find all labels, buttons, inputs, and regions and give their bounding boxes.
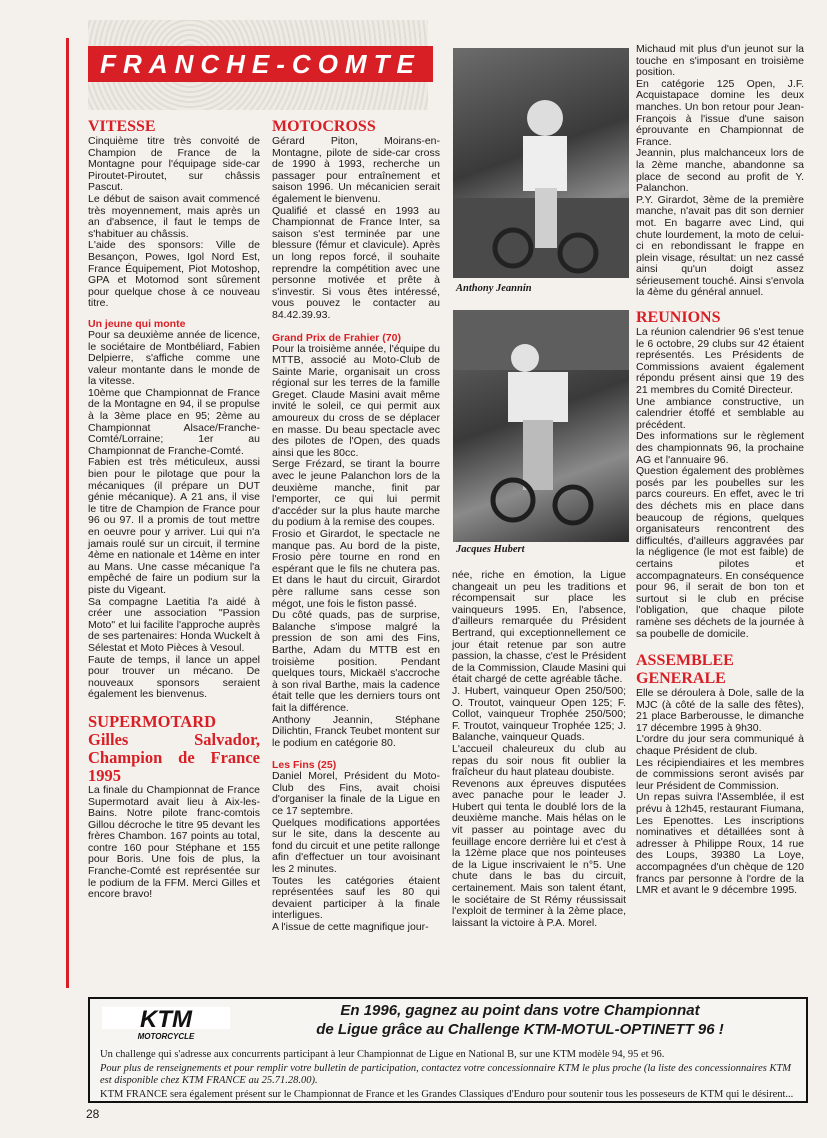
paragraph: P.Y. Girardot, 3ème de la première manche, n'avait pas dit son dernier mot. En bagarre avec Lind, qui chute lourdement, la moto de celui-ci en rebondissant le frappe en plein visage, résultat: un nez cassé ainsi qu'un doigt assez sérieusement touché. Ainsi s'envola la 4ème du général annuel. [636,193,804,299]
paragraph: Des informations sur le règlement des championnats 96, la prochaine AG et l'annuaire 96. [636,430,804,466]
photo-anthony-jeannin [453,48,629,278]
paragraph: Quelques modifications apportées sur le site, dans la descente au fond du circuit et une petite rallonge afin d'effectuer un tour avoisinant les 2 minutes. [272,816,440,876]
heading-reunions: REUNIONS [636,309,721,327]
paragraph: Faute de temps, il lance un appel pour trouver un mécano. De nouveaux sponsors seraient également les bienvenus. [88,653,260,701]
paragraph: Gérard Piton, Moirans-en-Montagne, pilote de side-car cross de 1990 à 1993, recherche un passager pour entraînement et saison 1996. Un mécanicien serait également le bienvenu. [272,135,440,205]
paragraph: 10ème que Championnat de France de la Montagne en 94, il se propulse à la 3ème place en 95; 2ème au Championnat Alsace/Franche-Comté/Lorraine; 1er au Championnat de Franche-Comté. [88,386,260,457]
paragraph: Pour la troisième année, l'équipe du MTTB, associé au Moto-Club de Sainte Marie, organisait un cross régional sur les terres de la famille Greget. Claude Masini avait même invité le soleil, ce qui permit aux amoureux du cross de se déplacer en masse. Du beau spectacle avec des pilotes de l'Open, des quads ainsi que les 80cc. [272,342,440,459]
ad-headline [240,1001,800,1039]
photo-jacques-hubert [453,310,629,542]
paragraph: L'aide des sponsors: Ville de Besançon, Powes, Igol Nord Est, France Équipement, Piot Motoshop, GPA et Motomod sont sûrement pour quelque chose à ce nouveau titre. [88,239,260,310]
ad-headline-line1: En 1996, gagnez au point dans votre Championnat [340,1002,700,1019]
ad-paragraph: Un challenge qui s'adresse aux concurrents participant à leur Championnat de Ligue en National B, sur une KTM modèle 94, 95 et 96. [100,1049,665,1060]
paragraph: Serge Frézard, se tirant la bourre avec le jeune Palanchon lors de la deuxième manche, finit par l'emporter, ce qui lui permit d'accéder sur la plus haute marche du podium à la remise des coupes. [272,458,440,529]
paragraph: Cinquième titre très convoité de Champion de France de la Montagne pour l'équipage side-car Piroutet-Piroutet, sur châssis Pascut. [88,135,260,194]
paragraph: Daniel Morel, Président du Moto-Club des Fins, avait choisi d'organiser la finale de la Ligue en ce 17 septembre. [272,770,440,818]
ad-paragraph: KTM FRANCE sera également présent sur le Championnat de France et les Grandes Classiques d'Enduro pour soutenir tous les posseseurs de KTM qui le désirent... [100,1088,794,1100]
paragraph: L'ordre du jour sera communiqué à chaque Président de club. [636,733,804,758]
paragraph: La finale du Championnat de France Supermotard avait lieu à Aix-les-Bains. Notre pilote franc-comtois Gillou décroche le titre 95 devant les frères Chambon. 167 points au total, contre 160 pour Stéphane et 155 pour Boris. Une fois de plus, la Franche-Comté est représentée sur le podium de la FFM. Merci Gilles et encore bravo! [88,783,260,901]
paragraph: En catégorie 125 Open, J.F. Acquistapace domine les deux manches. Un bon retour pour Jean-François à l'issue d'une saison éprouvante en Championnat de France. [636,77,804,148]
paragraph: Elle se déroulera à Dole, salle de la MJC (à côté de la salle des fêtes), 21 place Barberousse, le dimanche 17 décembre 1995 à 9h30. [636,687,804,734]
paragraph: Du côté quads, pas de surprise, Balanche s'impose malgré la pression de son ami des Fins, Barthe, Adam du MTTB est en troisième position. Pendant quelques tours, Mickaël s'accroche à son rival Barthe, mais la cadence était telle que les derniers tours ont fait la différence. [272,609,440,714]
paragraph: J. Hubert, vainqueur Open 250/500; O. Troutot, vainqueur Open 125; F. Collot, vainqueur Trophée 250/500; F. Troutot, vainqueur Trophée 125; J. Balanche, vainqueur Quads. [452,684,626,744]
paragraph: Toutes les catégories étaient représentées sauf les 80 qui devaient participer à la finale interligues. [272,874,440,922]
section-banner: FRANCHE-COMTE [88,46,433,82]
ktm-logo-text: KTM [140,1006,192,1033]
paragraph: Une ambiance constructive, un calendrier étoffé et semblable au précédent. [636,395,804,431]
paragraph: Sa compagne Laetitia l'a aidé à créer une association "Passion Moto" et lui facilite l'approche auprès de ses partenaires: Honda Wuckelt à Sélestat et Moto Pièces à Vesoul. [88,595,260,654]
column-2 [272,118,440,934]
paragraph: Anthony Jeannin, Stéphane Dilichtin, Franck Teubet montent sur le podium en catégorie 80. [272,713,440,749]
heading-frahier: Grand Prix de Frahier (70) [272,331,401,344]
page-number: 28 [86,1107,100,1121]
column-3 [452,570,626,929]
heading-motocross: MOTOCROSS [272,118,376,135]
caption-anthony-jeannin: Anthony Jeannin [456,283,532,294]
paragraph: Revenons aux épreuves disputées avec panache pour le leader J. Hubert qui tenta le doublé lors de la deuxième manche. Mais hélas on le vit passer au pointage avec du feuillage encore derrière lui et c'est à la 12ème place que nos pointeuses de la Ligue inscrivaient le n°5. Une chute dans le bas du circuit, certainement. Mais son talent étant, le sociétaire de St Rémy réussissait l'exploit de terminer à la 2ème place, laissant la victoire à P.A. Morel. [452,777,626,929]
ad-headline-line2: de Ligue grâce au Challenge KTM-MOTUL-OPTINETT 96 ! [316,1021,724,1038]
paragraph: Question également des problèmes posés par les poubelles sur les parcs coureurs. En effet, avec le tri des déchets mis en place dans beaucoup de régions, quelques organisateurs rencontrent des difficultés, d'ailleurs aggravées par la négligence (le mot est faible) de certains pilotes et accompagnateurs. En conséquence pour 96, il serait de bon ton et surtout si le club en précise l'obligation, que chaque pilote ramène ses déchets de la journée à sa poubelle de domicile. [636,465,804,640]
paragraph: L'accueil chaleureux du club au repas du soir nous fit oublier la fraîcheur du haut plateau doubiste. [452,742,626,779]
paragraph: Un repas suivra l'Assemblée, il est prévu à 12h45, restaurant Fiumana, Les Epenottes. Les inscriptions nominatives et détaillées sont à adresser à Philippe Roux, 14 rue des Loups, 39380 La Loye, accompagnées d'un chèque de 120 francs par personne à l'ordre de la LMR et avant le 9 décembre 1995. [636,791,804,897]
paragraph: Qualifié et classé en 1993 au Championnat de France Inter, sa saison s'est terminée par une blessure (fémur et clavicule). Après un long repos forcé, il souhaite reprendre la compétition avec une personne motivée et prête à s'investir. Si vous êtes intéressé, vous pouvez le contacter au 84.42.39.93. [272,204,440,321]
ad-paragraph: Pour plus de renseignements et pour remplir votre bulletin de participation, contactez votre concessionnaire KTM le plus proche (la liste des concessionnaires KTM est disponible chez KTM FRANCE au 25.71.28.00). [100,1062,792,1086]
ktm-logo-subtext: MOTORCYCLE [137,1032,195,1041]
headline-supermotard: Gilles Salvador, Champion de France 1995 [88,729,260,785]
heading-les-fins: Les Fins (25) [272,759,337,772]
paragraph: La réunion calendrier 96 s'est tenue le 6 octobre, 29 clubs sur 42 étaient représentés. Les Présidents de Commissions avaient également répondu présent ainsi que 19 des 21 membres du Comité Directeur. [636,326,804,397]
paragraph: Le début de saison avait commencé très moyennement, mais après un an d'absence, il faut le temps de s'habituer au châssis. [88,192,260,240]
paragraph: Pour sa deuxième année de licence, le sociétaire de Montbéliard, Fabien Delpierre, s'affiche comme une valeur montante dans le monde de la vitesse. [88,328,260,388]
paragraph: Frosio et Girardot, le spectacle ne manque pas. Au bord de la piste, Frosio père tourne en rond en espérant que le fils ne chutera pas. Et dans le haut du circuit, Girardot père rallume sans cesse son mégot, une fois le fiston passé. [272,528,440,610]
paragraph: Michaud mit plus d'un jeunot sur la touche en s'imposant en troisième position. [636,43,804,79]
motocross-rider-image [453,310,629,542]
paragraph: A l'issue de cette magnifique jour- [272,921,429,933]
caption-jacques-hubert: Jacques Hubert [456,544,525,555]
column-1 [88,118,260,901]
heading-jeune: Un jeune qui monte [88,317,186,330]
heading-vitesse: VITESSE [88,118,156,135]
paragraph: née, riche en émotion, la Ligue changeait un peu les traditions et récompensait sur place les vainqueurs 1995. En, l'absence, d'ailleurs remarquée du Président Bertrand, qui exceptionnellement ce jour était retenue par son autre passion, la chasse, c'est le Président de la Commission, Claude Masini qui était chargé de cette agréable tâche. [452,569,626,686]
column-4 [636,44,804,897]
heading-assemblee-generale: ASSEMBLEE GENERALE [636,652,734,688]
paragraph: Les récipiendiaires et les membres de commissions seront avisés par leur Président de Commission. [636,756,804,792]
ktm-logo-icon [102,1005,230,1041]
margin-rule [66,38,69,988]
paragraph: Jeannin, plus malchanceux lors de la 2ème manche, abandonne sa place de second au profit de Y. Palanchon. [636,147,804,195]
motocross-rider-image [453,48,629,278]
ad-body [100,1049,796,1102]
heading-supermotard: SUPERMOTARD [88,711,217,731]
paragraph: Fabien est très méticuleux, aussi bien pour le pilotage que pour la mécaniques (il prépare un DUT génie mécanique). A 21 ans, il vise le titre de Champion de France pour 96 ou 97. Il a promis de tout mettre en oeuvre pour y arriver. Lui qui n'a jamais roulé sur un circuit, il termine 4ème en nationale et 14ème en inter au Mans. Une casse mécanique l'a empêché de faire un podium sur la piste du Vigeant. [88,456,260,596]
ktm-logo [102,1005,230,1041]
ktm-advertisement [88,997,808,1103]
